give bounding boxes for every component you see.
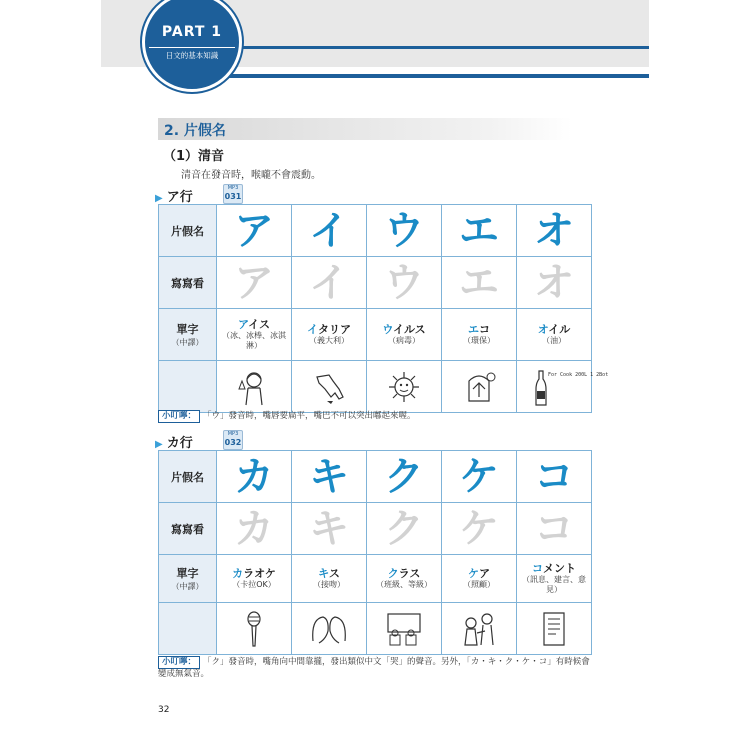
picture-cell <box>517 361 609 413</box>
tip-note-a <box>158 410 598 423</box>
tip-text: 「ウ」發音時，嘴唇要扁平，嘴巴不可以突出嘟起來喔。 <box>203 411 416 421</box>
classroom-icon <box>384 609 424 649</box>
kana-cell: イ <box>292 205 367 257</box>
row-title-ka: ▶ カ行 <box>155 436 193 451</box>
label-practice: 寫寫看 <box>159 503 217 555</box>
kana-cell: ク <box>367 451 442 503</box>
part-subtitle: 日文的基本知識 <box>149 47 235 61</box>
label-empty <box>159 361 217 413</box>
recycle-icon <box>459 367 499 407</box>
picture-cell <box>217 603 292 655</box>
kana-cell: エ <box>442 205 517 257</box>
word-cell: イタリア （義大利） <box>292 309 367 361</box>
picture-cell <box>217 361 292 413</box>
kana-cell: ケ <box>442 451 517 503</box>
tip-tag: 小叮嚀： <box>158 410 200 423</box>
virus-icon <box>384 367 424 407</box>
mp3-audio-button[interactable]: MP3 031 <box>223 184 243 204</box>
subsection-description: 清音在發音時，喉嚨不會震動。 <box>181 170 321 181</box>
practice-cell[interactable]: エ <box>442 257 517 309</box>
svg-text:For Cook 200L 1 2Bot: For Cook 200L 1 2Bot <box>548 371 609 378</box>
tip-text: 「ク」發音時，嘴角向中間靠攏，發出類似中文「哭」的聲音。另外，「カ・キ・ク・ケ・コ」有時候會變成無氣音。 <box>158 657 590 679</box>
girl-icecream-icon <box>234 367 274 407</box>
label-word: 單字 （中譯） <box>159 555 217 603</box>
word-cell: ウイルス （病毒） <box>367 309 442 361</box>
practice-cell[interactable]: イ <box>292 257 367 309</box>
page-number: 32 <box>158 705 170 715</box>
label-empty <box>159 603 217 655</box>
kana-cell: コ <box>517 451 592 503</box>
scroll-icon <box>534 609 574 649</box>
kana-cell: カ <box>217 451 292 503</box>
practice-cell[interactable]: コ <box>517 503 592 555</box>
care-icon <box>459 609 499 649</box>
word-cell: クラス （班級、等級） <box>367 555 442 603</box>
word-cell: ケア （照顧） <box>442 555 517 603</box>
practice-cell[interactable]: ク <box>367 503 442 555</box>
label-practice: 寫寫看 <box>159 257 217 309</box>
tip-note-ka <box>158 656 598 680</box>
kana-cell: ア <box>217 205 292 257</box>
label-word: 單字 （中譯） <box>159 309 217 361</box>
italy-map-icon <box>309 367 349 407</box>
word-cell: エコ （環保） <box>442 309 517 361</box>
picture-cell <box>367 603 442 655</box>
mp3-audio-button[interactable]: MP3 032 <box>223 430 243 450</box>
tip-tag: 小叮嚀： <box>158 656 200 669</box>
picture-cell <box>292 361 367 413</box>
kana-cell: ウ <box>367 205 442 257</box>
triangle-bullet-icon: ▶ <box>155 439 163 450</box>
practice-cell[interactable]: キ <box>292 503 367 555</box>
word-cell: キス （接吻） <box>292 555 367 603</box>
microphone-icon <box>234 609 274 649</box>
practice-cell[interactable]: ア <box>217 257 292 309</box>
label-katakana: 片假名 <box>159 451 217 503</box>
kana-cell: オ <box>517 205 592 257</box>
word-cell: カラオケ （卡拉OK） <box>217 555 292 603</box>
part-title: PART 1 <box>161 24 223 40</box>
practice-cell[interactable]: オ <box>517 257 592 309</box>
word-cell: コメント （訊息、建言、意見） <box>517 555 592 603</box>
picture-cell <box>442 361 517 413</box>
subsection-title: （1）清音 <box>163 149 225 164</box>
kiss-icon <box>309 609 349 649</box>
header-rule-lower <box>216 74 649 78</box>
word-cell: アイス （冰、冰棒、冰淇淋） <box>217 309 292 361</box>
section-title: 2. 片假名 <box>164 123 226 139</box>
word-cell: オイル （油） <box>517 309 592 361</box>
kana-table-ka <box>158 450 592 655</box>
picture-cell <box>517 603 592 655</box>
practice-cell[interactable]: ウ <box>367 257 442 309</box>
row-title-a: ▶ ア行 <box>155 190 193 205</box>
kana-table-a <box>158 204 609 413</box>
triangle-bullet-icon: ▶ <box>155 193 163 204</box>
picture-cell <box>292 603 367 655</box>
header-rule <box>231 46 649 49</box>
practice-cell[interactable]: カ <box>217 503 292 555</box>
kana-cell: キ <box>292 451 367 503</box>
part-badge <box>142 0 242 92</box>
section-heading <box>158 118 572 140</box>
label-katakana: 片假名 <box>159 205 217 257</box>
oil-bottle-icon <box>534 367 609 407</box>
picture-cell <box>367 361 442 413</box>
practice-cell[interactable]: ケ <box>442 503 517 555</box>
picture-cell <box>442 603 517 655</box>
book-page <box>101 0 649 750</box>
